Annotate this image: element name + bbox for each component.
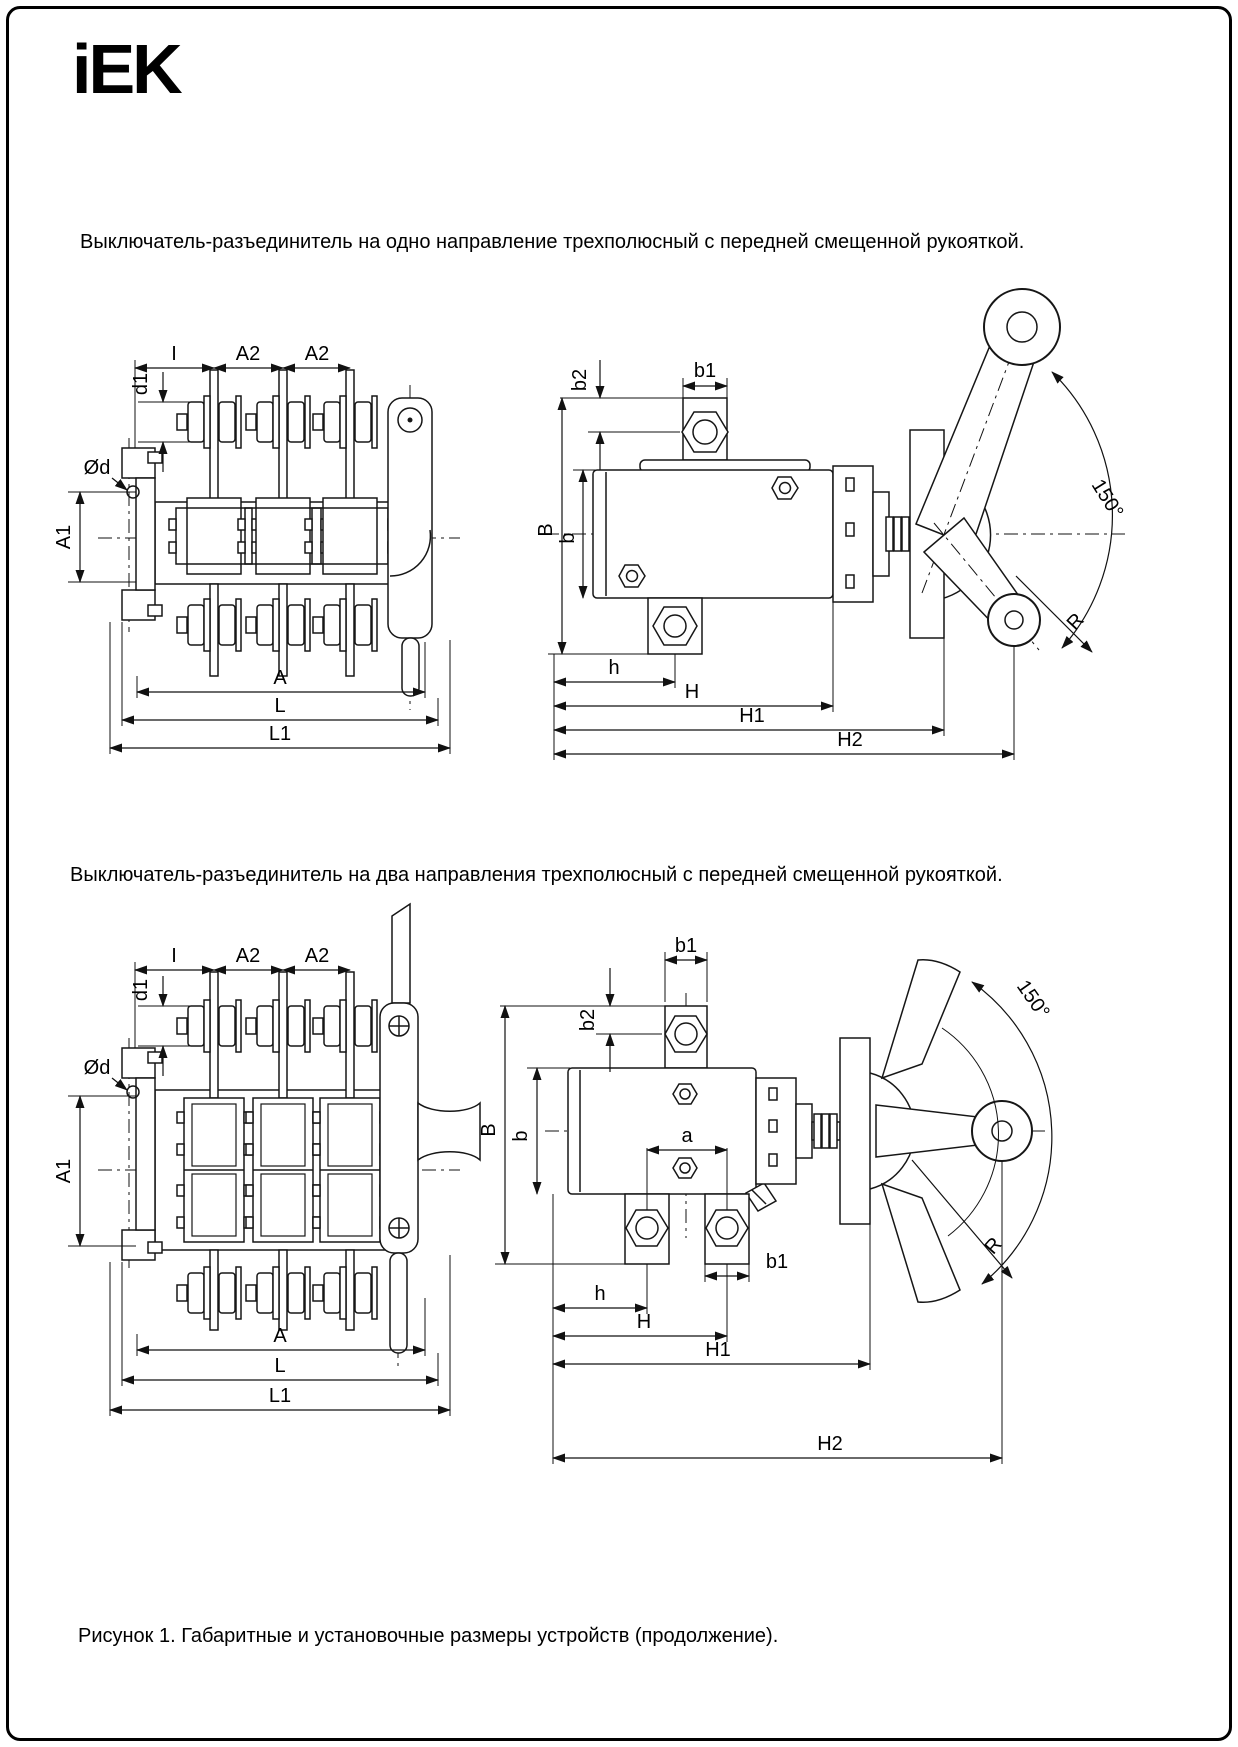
shaft-nut [894,517,901,551]
dim-label-A1: A1 [53,524,75,550]
dim-label-b1: b1 [693,360,717,382]
front-view-2 [53,904,480,1416]
section2-title: Выключатель-разъединитель на два направления трехполюсный с передней смещенной рукояткой. [70,864,1003,886]
dim-label-h: h [594,1283,606,1305]
shaft-nut [902,517,909,551]
dim-label-b: b [557,532,579,544]
top-terminal-side [665,1006,707,1068]
dim-Od [84,457,127,490]
dim-b1-top [665,935,707,1002]
bottom-terminal [177,599,241,651]
dim-label-H2: H2 [837,729,863,751]
dim-A1 [53,1096,136,1246]
dim-A1 [53,492,136,582]
dim-label-L: L [274,695,286,717]
angle-label-150: 150° [1086,475,1128,523]
top-terminal [246,1000,310,1052]
bracket-bolt [148,452,162,463]
dim-label-I: I [171,343,177,365]
drive-mechanism [380,904,480,1368]
dim-top [135,343,350,448]
top-terminal [246,396,310,448]
dim-label-b1: b1 [765,1251,789,1273]
handle-horizontal [876,1101,1032,1161]
dim-label-A2: A2 [235,343,261,365]
shaft-nut [814,1114,821,1148]
bracket-bolt [148,1052,162,1063]
bottom-terminals-side [625,1194,749,1264]
side-view-1 [535,289,1127,760]
section1-title: Выключатель-разъединитель на одно направление трехполюсный с передней смещенной рукояткой. [80,231,1025,253]
dim-label-d1: d1 [130,978,152,1002]
poles [169,370,395,676]
dim-label-H: H [636,1311,652,1333]
shaft-upper [392,904,410,1003]
dim-b2 [569,360,680,470]
side-view-2 [478,935,1054,1464]
dim-bottom-side [554,602,1014,760]
dim-label-h: h [608,657,620,679]
dim-label-b2: b2 [569,368,591,392]
dim-label-L: L [274,1355,286,1377]
dim-label-d1: d1 [130,372,152,396]
dim-label-H: H [684,681,700,703]
shaft-nut [830,1114,837,1148]
drawing-two-directions [40,898,1200,1518]
dim-label-A1: A1 [53,1158,75,1184]
dim-label-L1: L1 [268,723,292,745]
top-terminal [313,396,377,448]
dim-label-R: R [1062,609,1089,635]
bottom-terminal [246,1267,310,1319]
bottom-terminal [177,1267,241,1319]
dim-label-Od: Ød [83,457,111,479]
bottom-terminal-side [648,598,702,654]
dim-label-b: b [510,1130,532,1142]
front-view-1 [53,343,460,754]
dim-label-A2: A2 [304,343,330,365]
dim-label-a: a [681,1125,693,1147]
dim-label-I: I [171,945,177,967]
dim-label-H1: H1 [705,1339,731,1361]
angle-label-150: 150° [1012,976,1054,1023]
iek-logo: iEK [72,30,180,108]
switch-body-side [568,1068,776,1211]
dim-label-b2: b2 [577,1008,599,1032]
top-terminal [177,396,241,448]
top-terminal [177,1000,241,1052]
dim-b2 [577,968,662,1072]
dim-Od [84,1057,127,1090]
bracket-bolt [148,605,162,616]
shaft-nut [886,517,893,551]
roller-spool [418,1103,480,1160]
dim-bottom-side [553,1161,1002,1464]
bottom-terminal [313,599,377,651]
poles [177,972,387,1330]
dim-label-L1: L1 [268,1385,292,1407]
bottom-terminal [246,599,310,651]
contact-block-double [313,1098,387,1242]
switch-body-side [593,470,833,598]
dim-label-B: B [535,523,557,537]
contact-block-double [246,1098,320,1242]
dim-label-A2: A2 [304,945,330,967]
dim-label-A: A [273,667,287,689]
dim-label-A2: A2 [235,945,261,967]
dim-label-A: A [273,1325,287,1347]
shaft-nut [822,1114,829,1148]
dim-b1 [683,360,727,398]
dim-label-R: R [980,1233,1007,1259]
figure-caption: Рисунок 1. Габаритные и установочные размеры устройств (продолжение). [78,1625,779,1647]
dim-label-H1: H1 [739,705,765,727]
top-terminal-side [640,398,810,472]
dim-label-H2: H2 [817,1433,843,1455]
dim-label-B: B [478,1123,500,1137]
flange-plate [910,430,944,638]
flange-plate [840,1038,870,1224]
drawing-one-direction [40,280,1200,800]
dim-label-Od: Ød [83,1057,111,1079]
bottom-terminal [313,1267,377,1319]
bracket-bolt [148,1242,162,1253]
top-terminal [313,1000,377,1052]
dim-label-b1: b1 [674,935,698,957]
contact-block-double [177,1098,251,1242]
